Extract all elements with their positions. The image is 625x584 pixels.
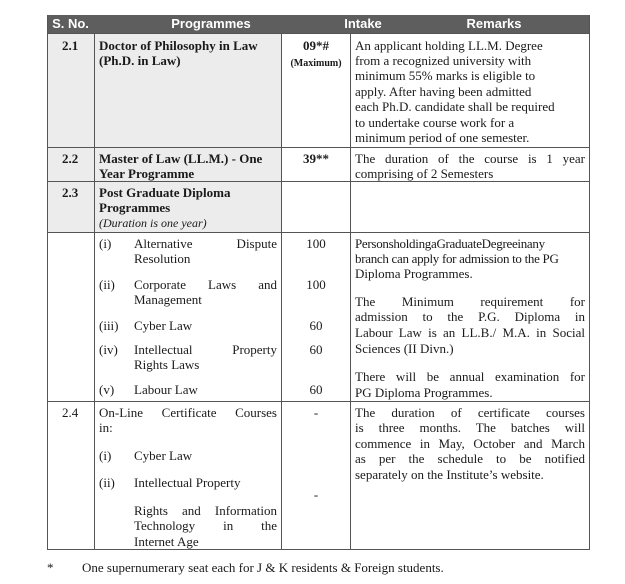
programme-duration-note: (Duration is one year) (99, 216, 207, 230)
list-number: (i) (99, 236, 112, 251)
remarks-line: The duration of certificate courses (355, 405, 585, 420)
row-sno: 2.1 (62, 38, 79, 53)
list-number: (v) (99, 382, 115, 397)
programme-subtitle: in: (99, 420, 113, 435)
remarks-line: as per the schedule to be notified (355, 451, 585, 466)
intake-value: 100 (306, 277, 326, 292)
header-programmes: Programmes (171, 16, 251, 31)
remarks-line: Sciences (II Divn.) (355, 341, 454, 356)
remarks-line: PG Diploma Programmes. (355, 385, 493, 400)
remarks-line: There will be annual examination for (355, 369, 585, 384)
list-item: Corporate Laws and (134, 277, 277, 292)
list-number: (i) (99, 448, 112, 463)
row-sno: 2.2 (62, 151, 79, 166)
list-item: Intellectual Property (134, 475, 241, 490)
remarks-line: minimum 55% marks is eligible to (355, 68, 536, 83)
list-item-cont: Technology in the (134, 518, 277, 533)
programme-title: On-Line Certificate Courses (99, 405, 277, 420)
remarks-line: Labour Law is an LL.B./ M.A. in Social (355, 325, 585, 340)
remarks-line: is three months. The batches will (355, 420, 585, 435)
footnote-mark: * (47, 560, 54, 575)
intake-value: 60 (309, 342, 323, 357)
row-sno: 2.4 (62, 405, 79, 420)
list-number: (iv) (99, 342, 118, 357)
intake-value: - (313, 487, 319, 502)
remarks-line: PersonsholdingaGraduateDegreeinany (355, 236, 545, 251)
remarks-line: commence in May, October and March (355, 436, 585, 451)
remarks-line: Diploma Programmes. (355, 266, 473, 281)
remarks-line: The duration of the course is 1 year (355, 151, 585, 166)
remarks-line: separately on the Institute’s website. (355, 467, 544, 482)
programme-title: Doctor of Philosophy in Law (99, 38, 258, 53)
remarks-line: apply. After having been admitted (355, 84, 532, 99)
list-item: Intellectual Property (134, 342, 277, 357)
list-item: Labour Law (134, 382, 198, 397)
intake-value: 60 (309, 318, 323, 333)
remarks-line: from a recognized university with (355, 53, 532, 68)
header-remarks: Remarks (466, 16, 522, 31)
intake-value: 100 (306, 236, 326, 251)
remarks-line: each Ph.D. candidate shall be required (355, 99, 555, 114)
table-header (47, 15, 590, 33)
row-sno: 2.3 (62, 185, 79, 200)
remarks-line: admission to the P.G. Diploma in (355, 309, 585, 324)
header-intake: Intake (344, 16, 382, 31)
remarks-line: branch can apply for admission to the PG (355, 251, 559, 266)
remarks-line: The Minimum requirement for (355, 294, 585, 309)
remarks-line: minimum period of one semester. (355, 130, 530, 145)
programme-subtitle: Programmes (99, 200, 171, 215)
footnote-text: One supernumerary seat each for J & K residents & Foreign students. (82, 560, 444, 575)
list-item-cont: Internet Age (134, 534, 199, 549)
intake-value: 09*# (303, 38, 329, 53)
header-sno: S. No. (52, 16, 89, 31)
remarks-line: to undertake course work for a (355, 115, 515, 130)
intake-note: (Maximum) (290, 58, 342, 69)
programme-subtitle: Year Programme (99, 166, 195, 181)
list-number: (iii) (99, 318, 119, 333)
list-item-cont: Rights and Information (134, 503, 277, 518)
list-item-cont: Rights Laws (134, 357, 200, 372)
remarks-line: comprising of 2 Semesters (355, 166, 494, 181)
list-number: (ii) (99, 475, 115, 490)
programme-title: Post Graduate Diploma (99, 185, 231, 200)
remarks-line: An applicant holding LL.M. Degree (355, 38, 543, 53)
list-item: Alternative Dispute (134, 236, 277, 251)
list-item: Cyber Law (134, 318, 193, 333)
intake-value: - (313, 405, 319, 420)
programme-subtitle: (Ph.D. in Law) (99, 53, 181, 68)
intake-value: 39** (303, 151, 329, 166)
programme-title: Master of Law (LL.M.) - One (99, 151, 263, 166)
list-item-cont: Resolution (134, 251, 191, 266)
list-item-cont: Management (134, 292, 202, 307)
list-number: (ii) (99, 277, 115, 292)
intake-value: 60 (309, 382, 323, 397)
list-item: Cyber Law (134, 448, 193, 463)
